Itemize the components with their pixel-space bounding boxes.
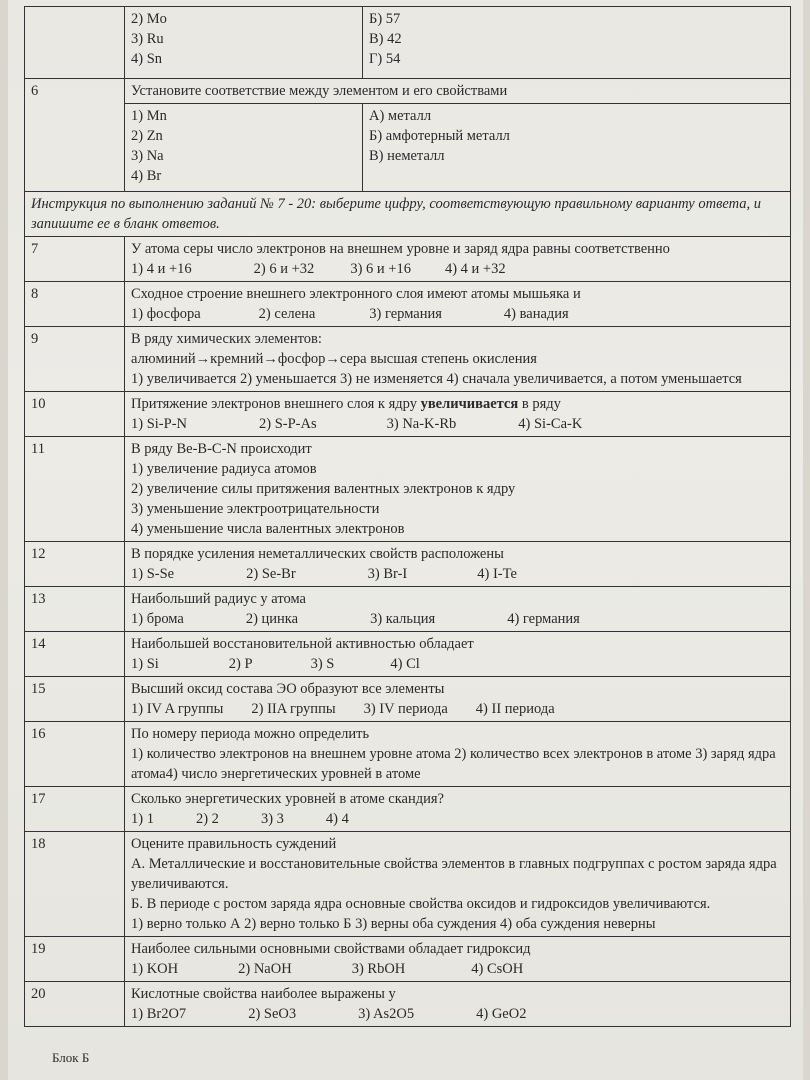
question-line: Б. В периоде с ростом заряда ядра основные свойства оксидов и гидроксидов увеличиваются. xyxy=(131,896,711,912)
question-number: 8 xyxy=(25,282,125,327)
answer-option: 4) CsOH xyxy=(471,961,524,977)
answer-option: 4) I-Te xyxy=(477,566,517,582)
question-text: В ряду Be-B-C-N происходит xyxy=(131,441,312,457)
answer-option: 2) IIA группы xyxy=(251,701,336,717)
question-row-5-tail xyxy=(25,7,791,79)
question-row-18 xyxy=(25,832,791,937)
question-text: По номеру периода можно определить xyxy=(131,726,370,742)
answer-options xyxy=(131,259,784,279)
answer-option: 1) Si-P-N xyxy=(131,416,187,432)
question-text: Сколько энергетических уровней в атоме скандия? xyxy=(131,791,444,807)
answer-option: 2) SeO3 xyxy=(248,1006,297,1022)
answer-options xyxy=(131,609,784,629)
question-row-14 xyxy=(25,632,791,677)
answer-option: 1) 1 xyxy=(131,811,154,827)
answer-options xyxy=(131,809,784,829)
question-line: алюминий→кремний→фосфор→сера высшая степень окисления xyxy=(131,351,537,367)
answer-option: 1) KOH xyxy=(131,961,179,977)
question-text: У атома серы число электронов на внешнем уровне и заряд ядра равны соответственно xyxy=(131,241,670,257)
question-text: Высший оксид состава ЭО образуют все элементы xyxy=(131,681,445,697)
match-item: В) неметалл xyxy=(369,148,445,164)
answer-options xyxy=(131,564,784,584)
answer-option: 3) 3 xyxy=(260,811,284,827)
match-item: 3) Ru xyxy=(131,31,164,47)
question-content xyxy=(125,937,791,982)
answer-option: 1) S-Se xyxy=(131,566,175,582)
match-left-column xyxy=(125,7,363,79)
question-line: А. Металлические и восстановительные свойства элементов в главных подгруппах с ростом заряда ядра увеличиваются. xyxy=(131,856,777,892)
question-line: 1) количество электронов на внешнем уровне атома 2) количество всех электронов в атоме 3) заряд ядра атома4) число энергетических уровней в атоме xyxy=(131,746,776,782)
question-text-emphasis: увеличивается xyxy=(420,396,519,412)
question-row-16 xyxy=(25,722,791,787)
question-number: 12 xyxy=(25,542,125,587)
question-number: 11 xyxy=(25,437,125,542)
question-line: 1) увеличивается 2) уменьшается 3) не изменяется 4) сначала увеличивается, а потом уменьшается xyxy=(131,371,742,387)
answer-option: 4) Cl xyxy=(390,656,420,672)
question-number: 13 xyxy=(25,587,125,632)
match-item: В) 42 xyxy=(369,31,402,47)
answer-option: 2) селена xyxy=(258,306,316,322)
question-text: Оцените правильность суждений xyxy=(131,836,337,852)
match-right-column xyxy=(363,104,791,192)
answer-option: 4) Si-Ca-K xyxy=(518,416,583,432)
question-row-9 xyxy=(25,327,791,392)
question-text: В порядке усиления неметаллических свойств расположены xyxy=(131,546,504,562)
answer-option: 1) брома xyxy=(131,611,184,627)
question-row-6 xyxy=(25,79,791,104)
match-item: 2) Mo xyxy=(131,11,167,27)
answer-option: 3) 6 и +16 xyxy=(350,261,411,277)
answer-option: 3) германия xyxy=(369,306,442,322)
question-number: 10 xyxy=(25,392,125,437)
answer-option: 3) RbOH xyxy=(351,961,406,977)
question-line: 4) уменьшение числа валентных электронов xyxy=(131,521,405,537)
question-number: 18 xyxy=(25,832,125,937)
answer-option: 4) 4 xyxy=(325,811,349,827)
test-table xyxy=(24,6,791,1027)
answer-option: 1) IV A группы xyxy=(131,701,224,717)
question-number: 20 xyxy=(25,982,125,1027)
match-item: Б) 57 xyxy=(369,11,401,27)
question-row-12 xyxy=(25,542,791,587)
match-item: А) металл xyxy=(369,108,432,124)
question-content xyxy=(125,587,791,632)
answer-option: 4) 4 и +32 xyxy=(444,261,506,277)
question-number: 9 xyxy=(25,327,125,392)
match-item: 4) Br xyxy=(131,168,162,184)
answer-option: 2) Se-Br xyxy=(246,566,296,582)
match-item: 3) Na xyxy=(131,148,164,164)
answer-option: 2) цинка xyxy=(245,611,299,627)
answer-options xyxy=(131,959,784,979)
answer-option: 3) IV периода xyxy=(363,701,448,717)
answer-option: 1) Br2O7 xyxy=(131,1006,187,1022)
question-number: 6 xyxy=(25,79,125,192)
question-content xyxy=(125,722,791,787)
block-label: Блок Б xyxy=(52,1050,90,1065)
question-line: 2) увеличение силы притяжения валентных электронов к ядру xyxy=(131,481,516,497)
question-row-20 xyxy=(25,982,791,1027)
question-row-7 xyxy=(25,237,791,282)
answer-option: 2) 6 и +32 xyxy=(253,261,315,277)
question-number xyxy=(25,7,125,79)
question-row-15 xyxy=(25,677,791,722)
question-number: 17 xyxy=(25,787,125,832)
question-text: Наиболее сильными основными свойствами обладает гидроксид xyxy=(131,941,531,957)
question-number: 19 xyxy=(25,937,125,982)
question-text: Наибольшей восстановительной активностью обладает xyxy=(131,636,474,652)
question-text-part: в ряду xyxy=(518,396,561,412)
question-content xyxy=(125,787,791,832)
answer-option: 4) GeO2 xyxy=(476,1006,527,1022)
answer-options xyxy=(131,1004,784,1024)
question-content xyxy=(125,542,791,587)
question-line: 1) увеличение радиуса атомов xyxy=(131,461,317,477)
question-text: В ряду химических элементов: xyxy=(131,331,322,347)
answer-option: 3) Na-K-Rb xyxy=(386,416,457,432)
question-number: 14 xyxy=(25,632,125,677)
answer-option: 4) германия xyxy=(507,611,580,627)
match-item: Г) 54 xyxy=(369,51,401,67)
answer-option: 1) Si xyxy=(131,656,159,672)
question-text: Установите соответствие между элементом и его свойствами xyxy=(125,79,791,104)
question-number: 16 xyxy=(25,722,125,787)
answer-option: 2) 2 xyxy=(195,811,219,827)
question-content xyxy=(125,327,791,392)
question-content xyxy=(125,982,791,1027)
question-content xyxy=(125,832,791,937)
answer-option: 3) Br-I xyxy=(367,566,408,582)
answer-option: 2) NaOH xyxy=(238,961,292,977)
answer-options xyxy=(131,414,784,434)
question-content xyxy=(125,677,791,722)
instruction-text: Инструкция по выполнению заданий № 7 - 20: выберите цифру, соответствующую правильному варианту ответа, и запишите ее в бланк ответов. xyxy=(25,192,791,237)
answer-option: 3) As2O5 xyxy=(358,1006,415,1022)
match-item: 1) Mn xyxy=(131,108,167,124)
answer-option: 3) кальция xyxy=(370,611,436,627)
question-text: Сходное строение внешнего электронного слоя имеют атомы мышьяка и xyxy=(131,286,581,302)
question-content xyxy=(125,632,791,677)
question-number: 15 xyxy=(25,677,125,722)
answer-option: 3) S xyxy=(310,656,335,672)
question-row-11 xyxy=(25,437,791,542)
question-text-part: Притяжение электронов внешнего слоя к ядру xyxy=(131,396,421,412)
match-item: 2) Zn xyxy=(131,128,163,144)
question-content xyxy=(125,282,791,327)
match-item: Б) амфотерный металл xyxy=(369,128,510,144)
questions-body xyxy=(25,237,791,1027)
question-row-8 xyxy=(25,282,791,327)
question-row-19 xyxy=(25,937,791,982)
answer-options xyxy=(131,304,784,324)
question-text xyxy=(131,394,784,414)
instruction-row xyxy=(25,192,791,237)
question-text: Кислотные свойства наиболее выражены у xyxy=(131,986,396,1002)
question-row-13 xyxy=(25,587,791,632)
match-item: 4) Sn xyxy=(131,51,163,67)
question-line: 3) уменьшение электроотрицательности xyxy=(131,501,380,517)
question-content xyxy=(125,437,791,542)
question-content xyxy=(125,392,791,437)
question-row-6-match xyxy=(25,104,791,192)
answer-options xyxy=(131,699,784,719)
answer-option: 2) S-P-As xyxy=(259,416,317,432)
question-line: 1) верно только А 2) верно только Б 3) верны оба суждения 4) оба суждения неверны xyxy=(131,916,656,932)
question-row-17 xyxy=(25,787,791,832)
answer-option: 4) II периода xyxy=(475,701,555,717)
question-number: 7 xyxy=(25,237,125,282)
answer-option: 4) ванадия xyxy=(503,306,569,322)
answer-option: 1) фосфора xyxy=(131,306,201,322)
answer-option: 2) P xyxy=(228,656,253,672)
answer-options xyxy=(131,654,784,674)
question-text: Наибольший радиус у атома xyxy=(131,591,306,607)
paper-sheet xyxy=(8,0,803,1080)
question-content xyxy=(125,237,791,282)
answer-option: 1) 4 и +16 xyxy=(131,261,192,277)
match-left-column xyxy=(125,104,363,192)
question-row-10 xyxy=(25,392,791,437)
match-right-column xyxy=(363,7,791,79)
